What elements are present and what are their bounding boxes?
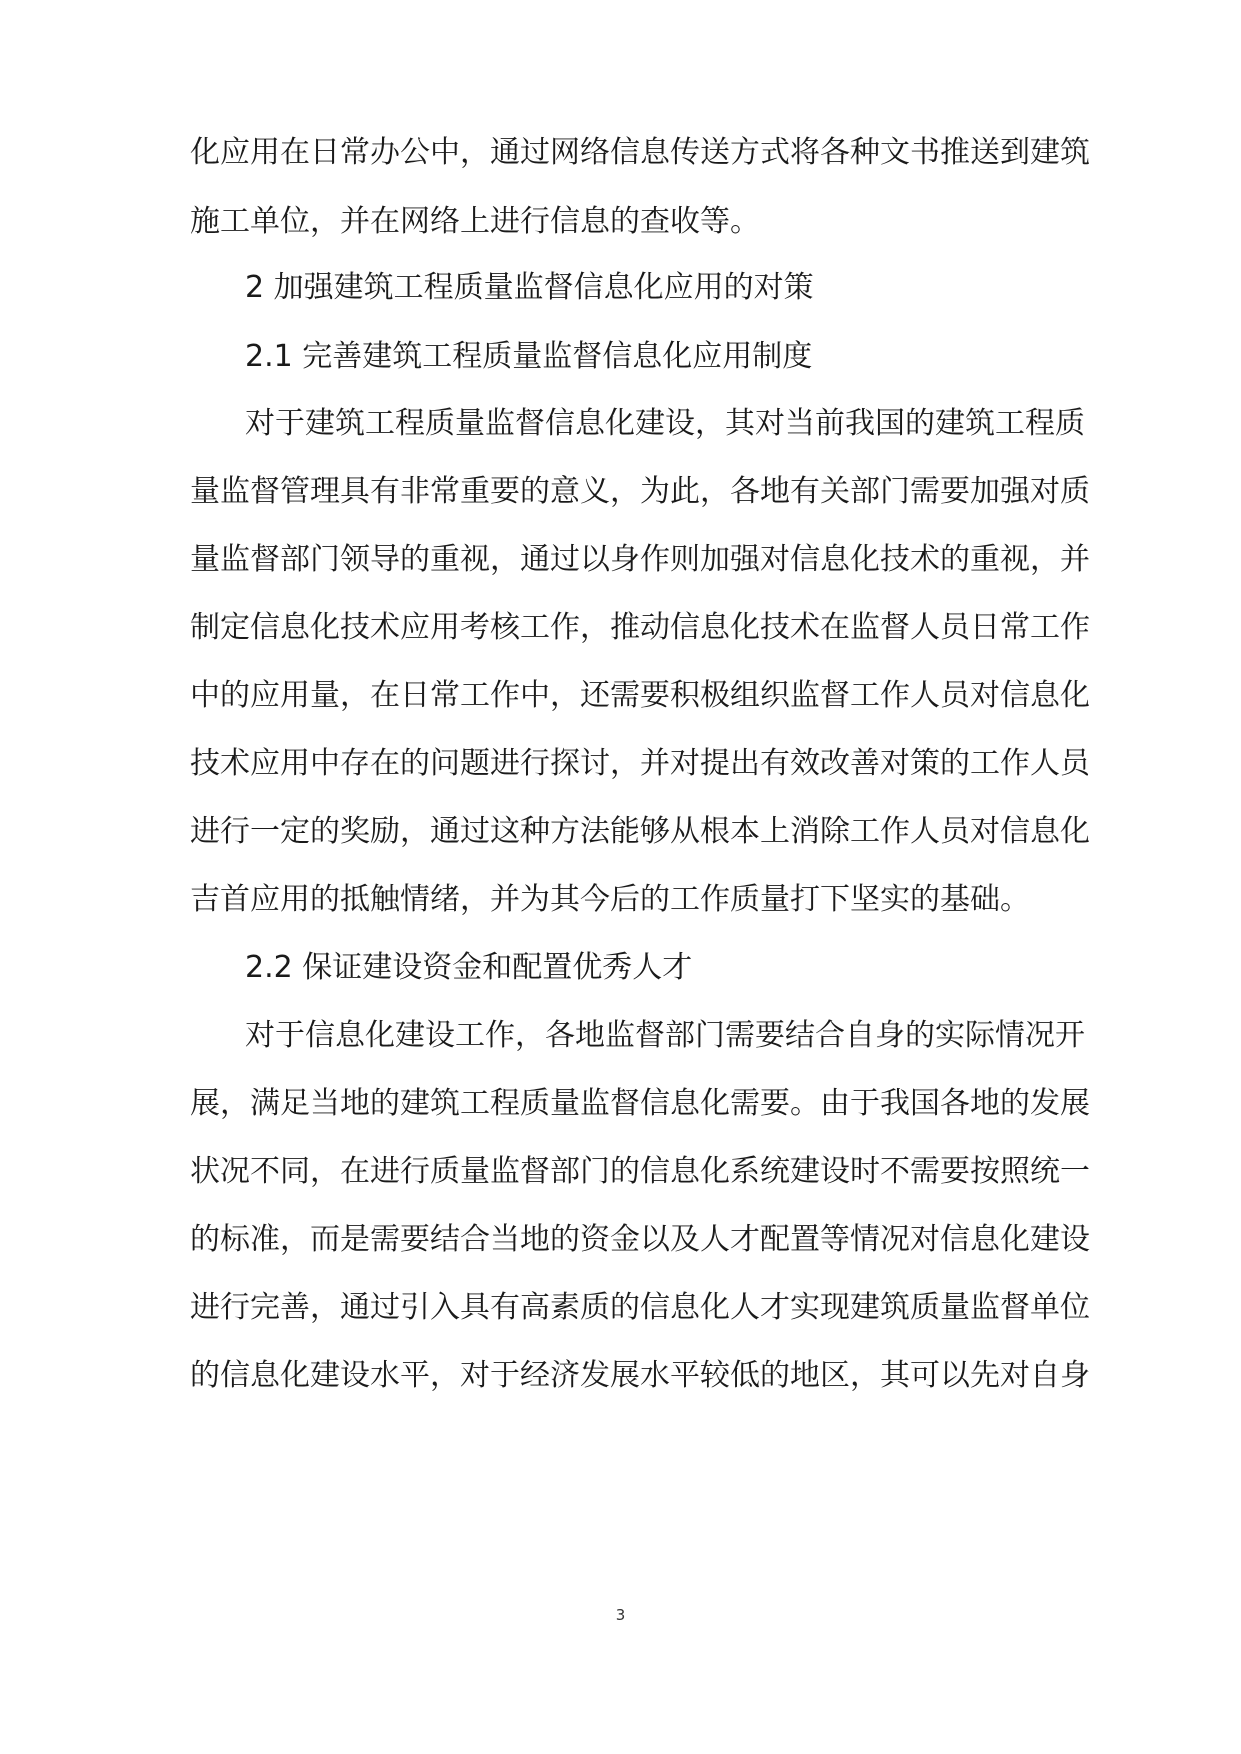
paragraph-line: 对于建筑工程质量监督信息化建设，其对当前我国的建筑工程质 [245,406,1085,441]
paragraph-line: 吉首应用的抵触情绪，并为其今后的工作质量打下坚实的基础。 [190,882,1030,917]
page-number: 3 [615,1606,626,1624]
paragraph-line: 制定信息化技术应用考核工作，推动信息化技术在监督人员日常工作 [190,610,1090,645]
subsection-heading: 2.2 保证建设资金和配置优秀人才 [245,950,693,985]
paragraph-line: 的信息化建设水平，对于经济发展水平较低的地区，其可以先对自身 [190,1358,1090,1393]
paragraph-line: 的标准，而是需要结合当地的资金以及人才配置等情况对信息化建设 [190,1222,1090,1257]
paragraph-line: 施工单位，并在网络上进行信息的查收等。 [190,204,760,239]
paragraph-line: 进行一定的奖励，通过这种方法能够从根本上消除工作人员对信息化 [190,814,1090,849]
paragraph-line: 量监督管理具有非常重要的意义，为此，各地有关部门需要加强对质 [190,474,1090,509]
section-heading: 2 加强建筑工程质量监督信息化应用的对策 [245,270,814,305]
paragraph-line: 中的应用量，在日常工作中，还需要积极组织监督工作人员对信息化 [190,678,1090,713]
paragraph-line: 化应用在日常办公中，通过网络信息传送方式将各种文书推送到建筑 [190,135,1090,170]
paragraph-line: 对于信息化建设工作，各地监督部门需要结合自身的实际情况开 [245,1018,1085,1053]
paragraph-line: 量监督部门领导的重视，通过以身作则加强对信息化技术的重视，并 [190,542,1090,577]
paragraph-line: 展，满足当地的建筑工程质量监督信息化需要。由于我国各地的发展 [190,1086,1090,1121]
paragraph-line: 进行完善，通过引入具有高素质的信息化人才实现建筑质量监督单位 [190,1290,1090,1325]
subsection-heading: 2.1 完善建筑工程质量监督信息化应用制度 [245,339,813,374]
paragraph-line: 技术应用中存在的问题进行探讨，并对提出有效改善对策的工作人员 [190,746,1090,781]
paragraph-line: 状况不同，在进行质量监督部门的信息化系统建设时不需要按照统一 [190,1154,1090,1189]
